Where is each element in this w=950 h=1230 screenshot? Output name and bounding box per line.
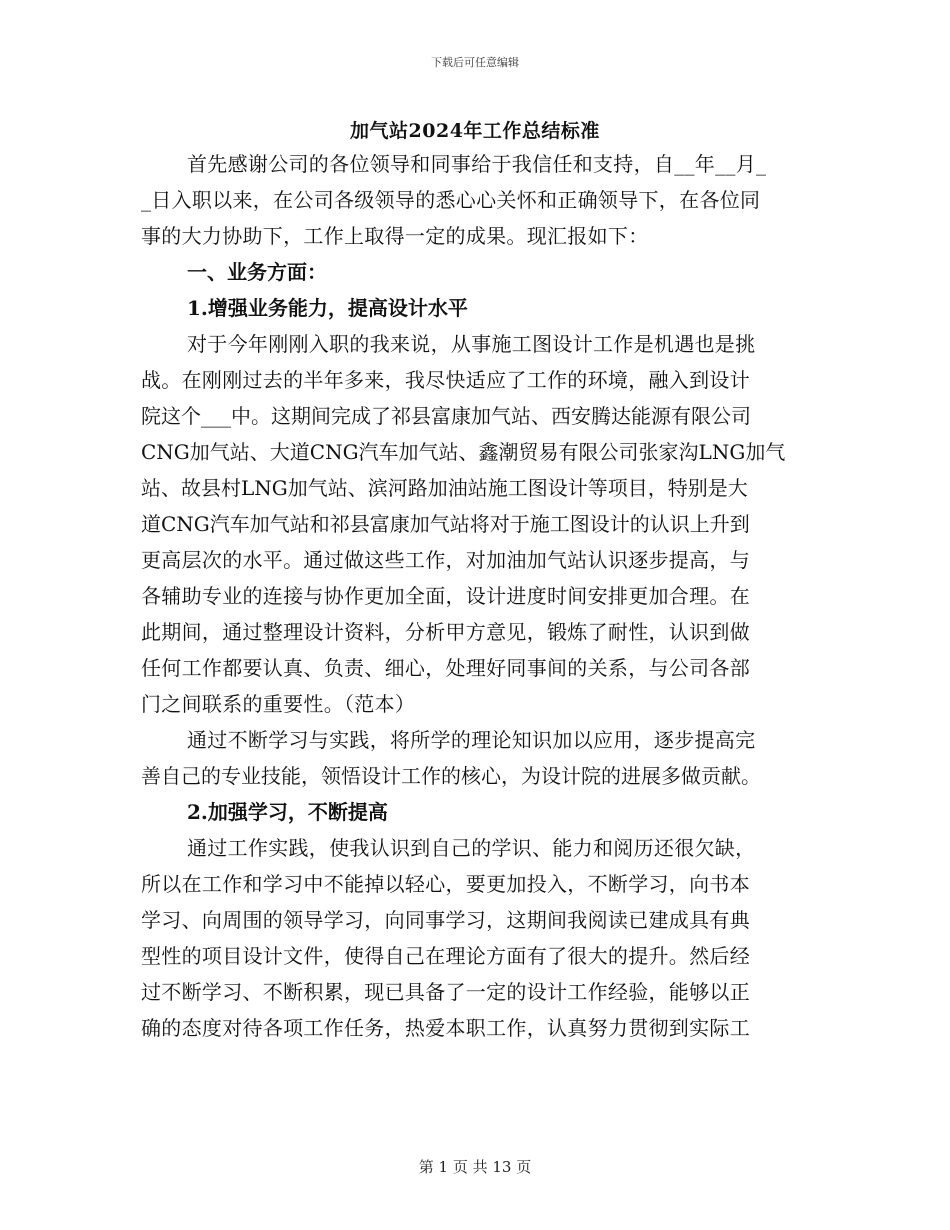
paragraph-line: 院这个___中。这期间完成了祁县富康加气站、西安腾达能源有限公司 — [141, 404, 751, 428]
paragraph-line: 善自己的专业技能，领悟设计工作的核心，为设计院的进展多做贡献。 — [141, 764, 761, 788]
page-number: 第 1 页 共 13 页 — [418, 1158, 532, 1176]
paragraph-line: CNG加气站、大道CNG汽车加气站、鑫潮贸易有限公司张家沟LNG加气 — [141, 440, 786, 464]
paragraph-line: 对于今年刚刚入职的我来说，从事施工图设计工作是机遇也是挑 — [187, 332, 756, 356]
paragraph-line: 道CNG汽车加气站和祁县富康加气站将对于施工图设计的认识上升到 — [141, 512, 750, 536]
paragraph-line: 过不断学习、不断积累，现已具备了一定的设计工作经验，能够以正 — [141, 980, 750, 1004]
paragraph-line: 更高层次的水平。通过做这些工作，对加油加气站认识逐步提高，与 — [141, 548, 750, 572]
subsection-heading: 2.加强学习，不断提高 — [187, 800, 388, 824]
header-note: 下载后可任意编辑 — [431, 56, 519, 69]
paragraph-line: 事的大力协助下，工作上取得一定的成果。现汇报如下： — [141, 224, 649, 248]
paragraph-line: _日入职以来，在公司各级领导的悉心心关怀和正确领导下，在各位同 — [141, 188, 761, 212]
paragraph-line: 确的态度对待各项工作任务，热爱本职工作，认真努力贯彻到实际工 — [141, 1016, 750, 1040]
paragraph-line: 各辅助专业的连接与协作更加全面，设计进度时间安排更加合理。在 — [141, 584, 750, 608]
paragraph-line: 通过工作实践，使我认识到自己的学识、能力和阅历还很欠缺， — [187, 836, 756, 860]
document-title: 加气站2024年工作总结标准 — [350, 120, 600, 142]
paragraph-line: 战。在刚刚过去的半年多来，我尽快适应了工作的环境，融入到设计 — [141, 368, 750, 392]
paragraph-line: 门之间联系的重要性。（范本） — [141, 692, 416, 716]
paragraph-line: 此期间，通过整理设计资料，分析甲方意见，锻炼了耐性，认识到做 — [141, 620, 750, 644]
paragraph-line: 型性的项目设计文件，使得自己在理论方面有了很大的提升。然后经 — [141, 944, 750, 968]
paragraph-line: 首先感谢公司的各位领导和同事给于我信任和支持，自__年__月_ — [187, 152, 767, 176]
section-heading: 一、业务方面： — [187, 260, 327, 284]
paragraph-line: 所以在工作和学习中不能掉以轻心，要更加投入，不断学习，向书本 — [141, 872, 750, 896]
subsection-heading: 1.增强业务能力，提高设计水平 — [187, 296, 468, 320]
paragraph-line: 站、故县村LNG加气站、滨河路加油站施工图设计等项目，特别是大 — [141, 476, 748, 500]
paragraph-line: 任何工作都要认真、负责、细心，处理好同事间的关系，与公司各部 — [141, 656, 750, 680]
paragraph-line: 学习、向周围的领导学习，向同事学习，这期间我阅读已建成具有典 — [141, 908, 750, 932]
paragraph-line: 通过不断学习与实践，将所学的理论知识加以应用，逐步提高完 — [187, 728, 756, 752]
document-body — [141, 146, 809, 1046]
